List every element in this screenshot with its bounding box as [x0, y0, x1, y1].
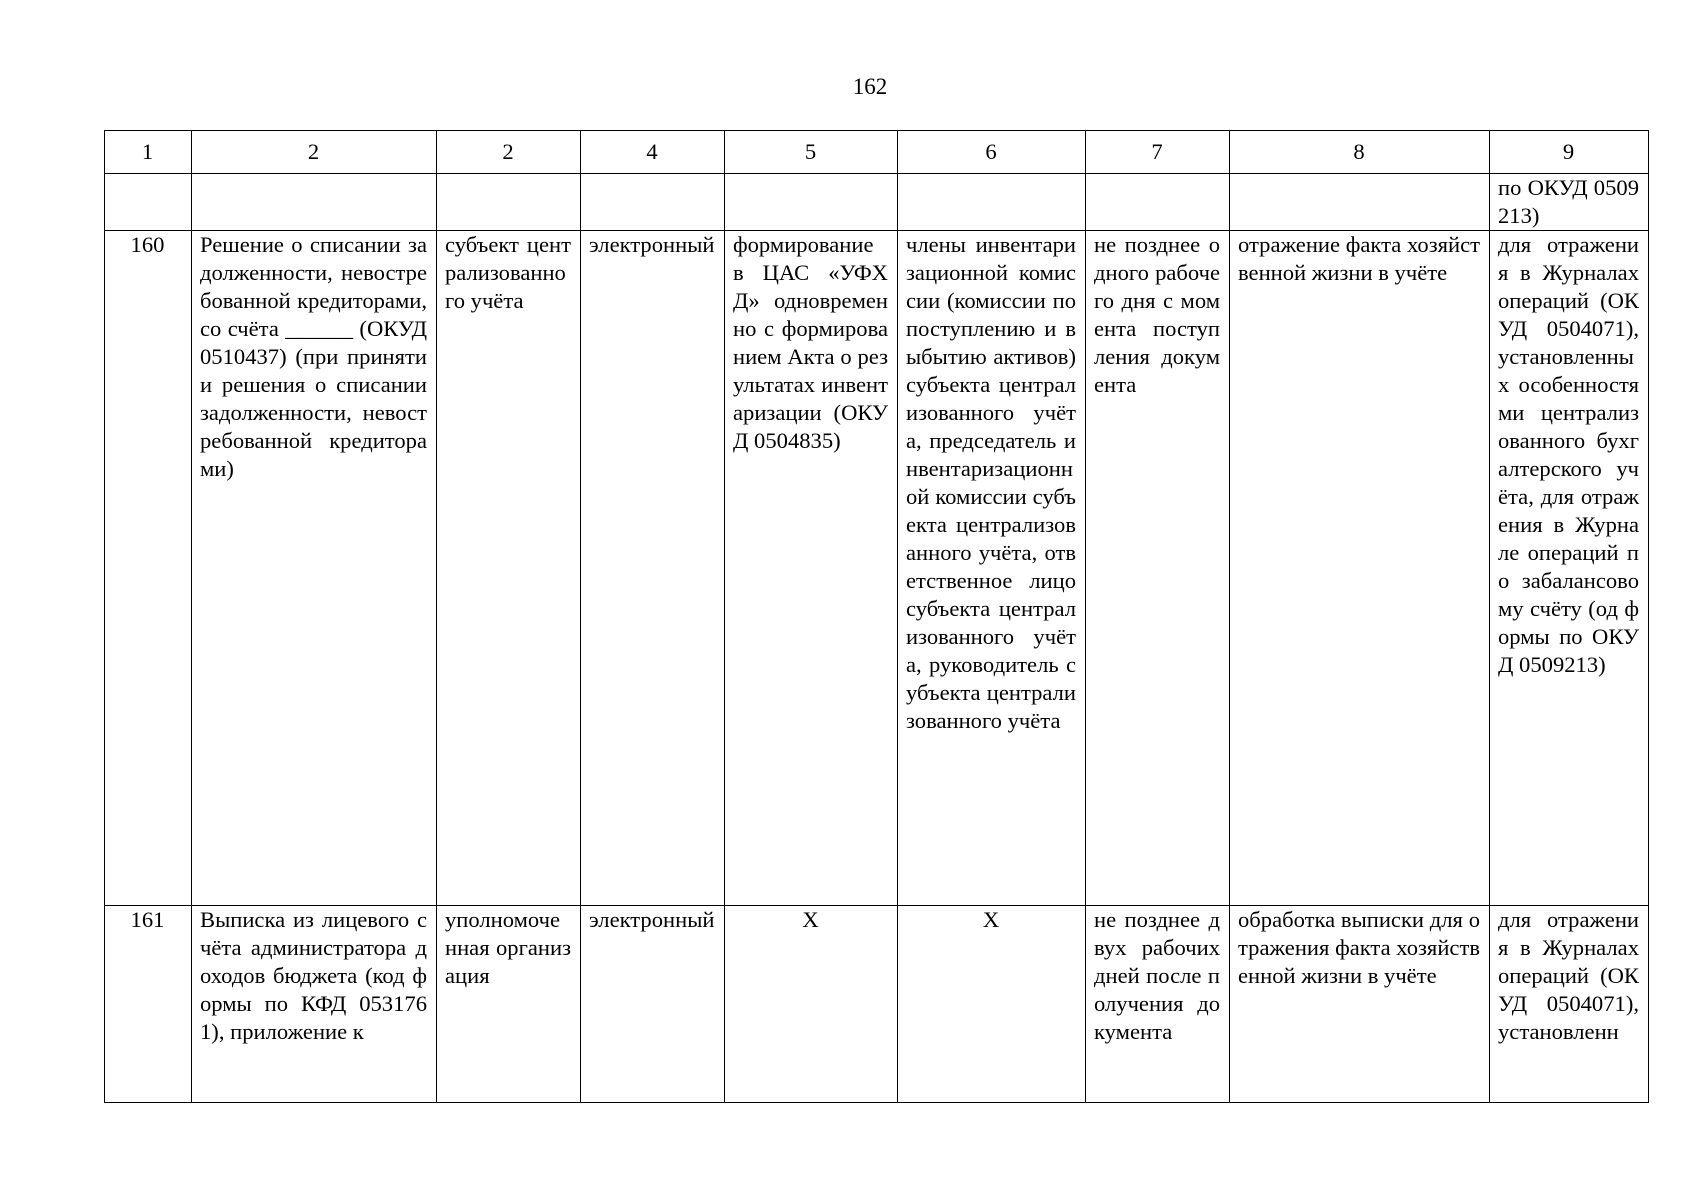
table-cell: [105, 174, 192, 231]
header-cell-1: 1: [105, 131, 192, 174]
row-number: 161: [105, 906, 192, 1103]
row-number: 160: [105, 231, 192, 906]
formation-method: X: [725, 906, 898, 1103]
header-cell-8: 8: [1230, 131, 1490, 174]
document-form: электронный: [581, 231, 725, 906]
header-cell-6: 6: [898, 131, 1086, 174]
document-name: Выписка из лицевого счёта администратора доходов бюджета (код формы по КФД 0531761), приложение к: [192, 906, 437, 1103]
continuation-row: [105, 174, 1649, 231]
table-cell: [1086, 174, 1230, 231]
document-form: электронный: [581, 906, 725, 1103]
action: обработка выписки для отражения факта хозяйственной жизни в учёте: [1230, 906, 1490, 1103]
table-cell: [898, 174, 1086, 231]
continuation-purpose-cell: по ОКУД 0509213): [1490, 174, 1649, 231]
table-cell: [192, 174, 437, 231]
originator: субъект централизованного учёта: [437, 231, 581, 906]
registry-table: [104, 130, 1649, 1103]
header-cell-4: 4: [581, 131, 725, 174]
header-cell-7: 7: [1086, 131, 1230, 174]
table-cell: [437, 174, 581, 231]
page-number: 162: [852, 74, 888, 99]
deadline: не позднее одного рабочего дня с момента поступления документа: [1086, 231, 1230, 906]
table-row: [105, 231, 1649, 906]
deadline: не позднее двух рабочих дней после получения документа: [1086, 906, 1230, 1103]
table-cell: [1230, 174, 1490, 231]
document-name: Решение о списании задолженности, невостребованной кредиторами, со счёта ______ (ОКУД 0510437) (при принятии решения о списании задолженности, невостребованной кредиторами): [192, 231, 437, 906]
signers: члены инвентаризационной комиссии (комиссии по поступлению и выбытию активов) субъекта централизованного учёта, председатель инвентаризационной комиссии субъекта централизованного учёта, ответственное лицо субъекта централизованного учёта, руководитель субъекта централизованного учёта: [898, 231, 1086, 906]
header-cell-9: 9: [1490, 131, 1649, 174]
table-cell: [581, 174, 725, 231]
table-row: [105, 906, 1649, 1103]
header-cell-2: 2: [192, 131, 437, 174]
header-cell-3: 2: [437, 131, 581, 174]
table-cell: [725, 174, 898, 231]
header-cell-5: 5: [725, 131, 898, 174]
header-row: [105, 131, 1649, 174]
formation-method: формирование в ЦАС «УФХД» одновременно с формированием Акта о результатах инвентаризации (ОКУД 0504835): [725, 231, 898, 906]
signers: X: [898, 906, 1086, 1103]
purpose: для отражения в Журналах операций (ОКУД 0504071), установленных особенностями централизованного бухгалтерского учёта, для отражения в Журнале операций по забалансовому счёту (од формы по ОКУД 0509213): [1490, 231, 1649, 906]
purpose: для отражения в Журналах операций (ОКУД 0504071), установленн: [1490, 906, 1649, 1103]
action: отражение факта хозяйственной жизни в учёте: [1230, 231, 1490, 906]
originator: уполномоченная организация: [437, 906, 581, 1103]
